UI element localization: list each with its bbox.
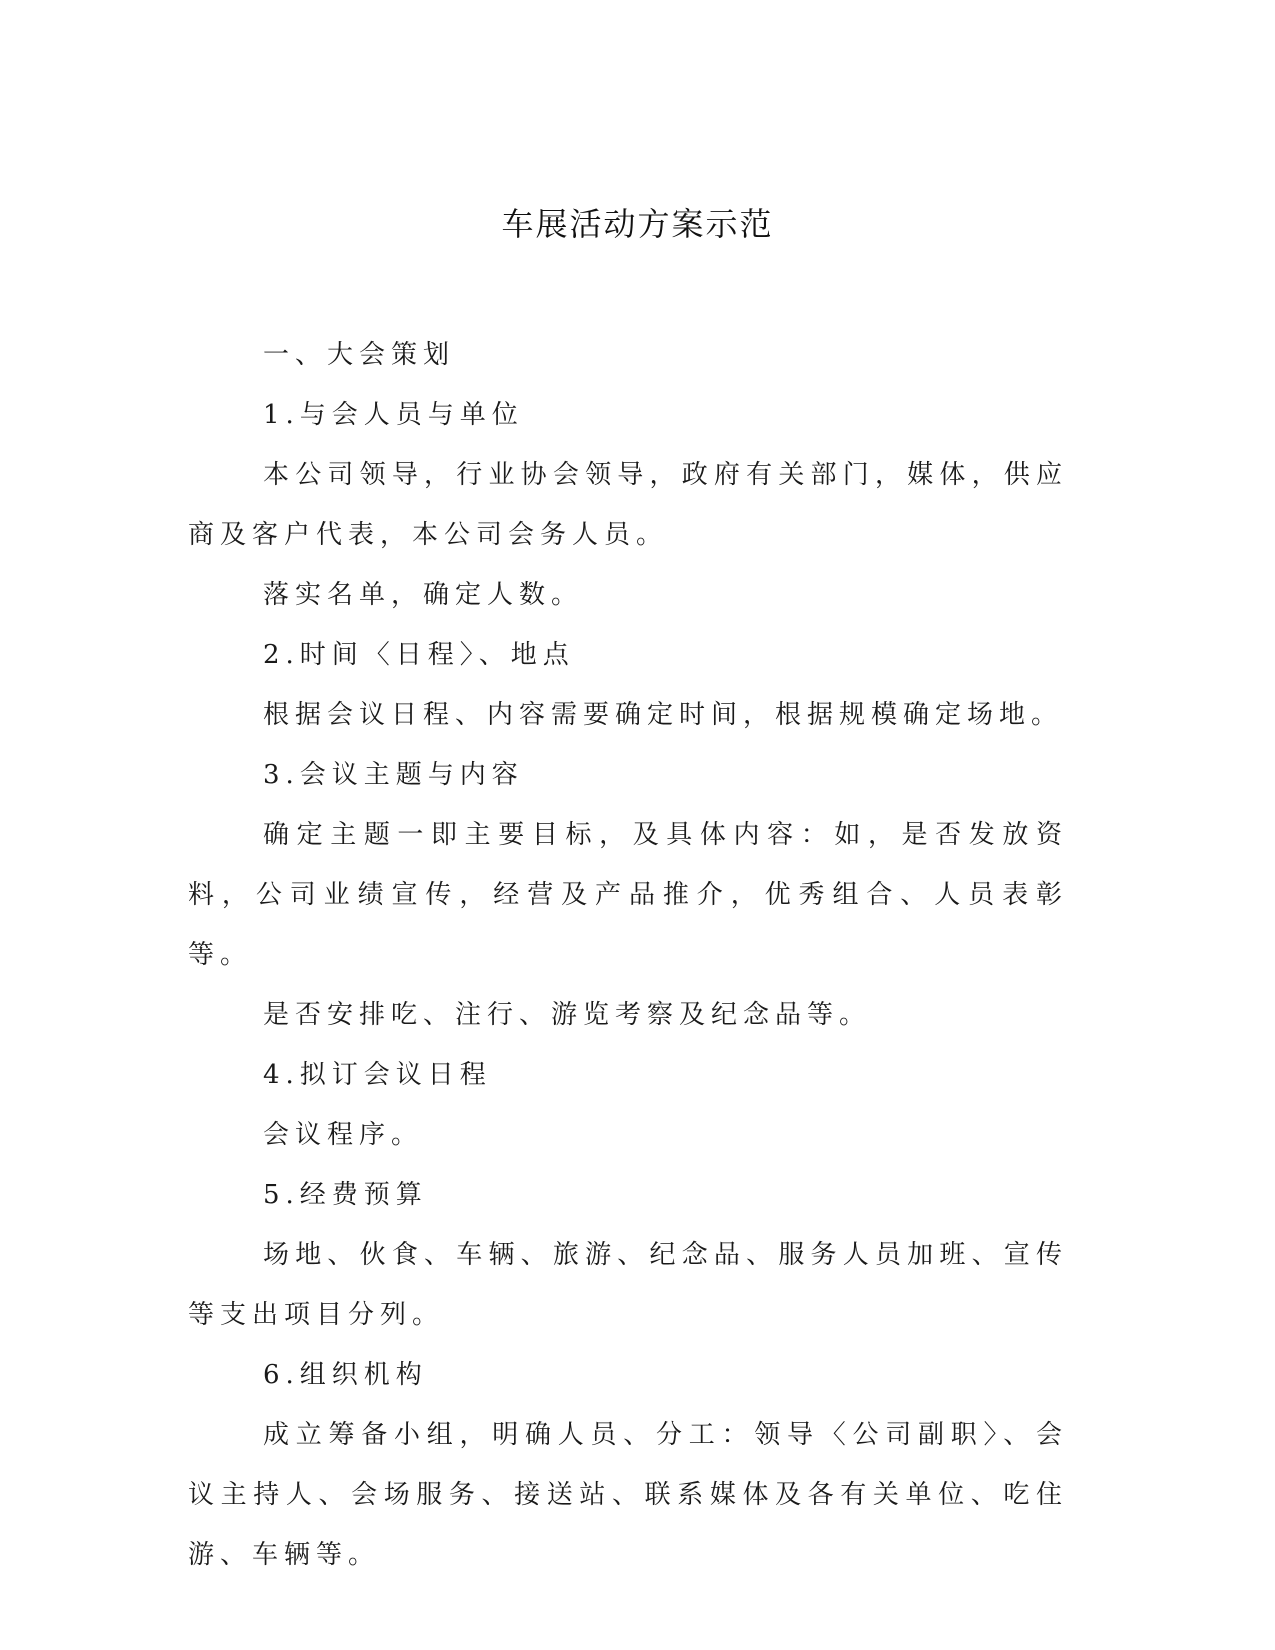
subsection-heading: 3.会议主题与内容 — [263, 760, 524, 790]
body-paragraph: 场地、伙食、车辆、旅游、纪念品、服务人员加班、宣传等支出项目分列。 — [188, 1240, 1068, 1330]
body-paragraph: 是否安排吃、注行、游览考察及纪念品等。 — [263, 1000, 872, 1030]
body-paragraph: 本公司领导，行业协会领导，政府有关部门，媒体，供应商及客户代表，本公司会务人员。 — [188, 460, 1068, 550]
body-paragraph: 确定主题一即主要目标，及具体内容：如，是否发放资料，公司业绩宣传，经营及产品推介，优秀组合、人员表彰等。 — [188, 820, 1068, 970]
body-paragraph: 根据会议日程、内容需要确定时间，根据规模确定场地。 — [263, 700, 1064, 730]
body-paragraph: 落实名单，确定人数。 — [263, 580, 584, 610]
subsection-heading: 1.与会人员与单位 — [263, 400, 524, 430]
body-paragraph: 会议程序。 — [263, 1120, 424, 1150]
document-body — [188, 325, 1068, 1585]
subsection-heading: 4.拟订会议日程 — [263, 1060, 492, 1090]
subsection-heading: 6.组织机构 — [263, 1360, 428, 1390]
document-title: 车展活动方案示范 — [501, 205, 774, 243]
subsection-heading: 2.时间〈日程〉、地点 — [263, 640, 575, 670]
section-heading: 一、大会策划 — [263, 340, 456, 370]
body-paragraph: 成立筹备小组，明确人员、分工：领导〈公司副职〉、会议主持人、会场服务、接送站、联系媒体及各有关单位、吃住游、车辆等。 — [188, 1420, 1068, 1570]
subsection-heading: 5.经费预算 — [263, 1180, 428, 1210]
